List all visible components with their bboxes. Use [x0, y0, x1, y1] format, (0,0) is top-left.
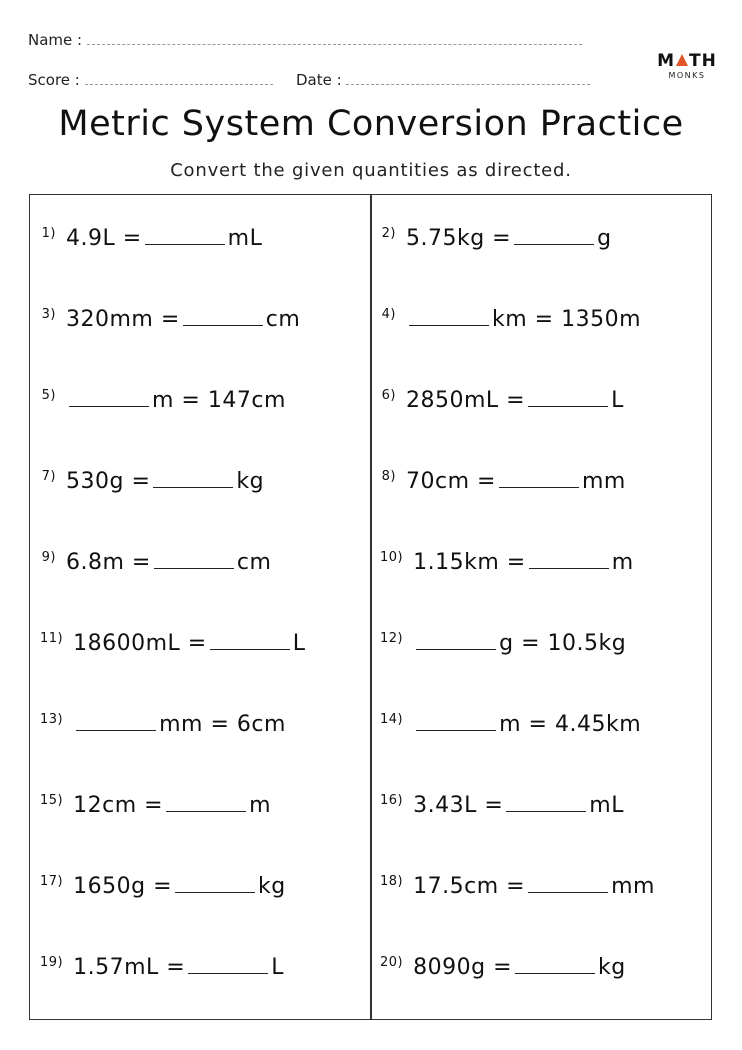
column-divider — [370, 194, 372, 1020]
problem-number: 20) — [380, 955, 404, 970]
problem-item — [40, 953, 284, 980]
problem-item — [380, 872, 655, 899]
problem-target-unit: mm — [611, 874, 655, 899]
problem-target-unit: m = 4.45km — [499, 712, 642, 737]
logo-triangle-icon — [676, 54, 688, 66]
problem-number: 7) — [41, 469, 56, 484]
problem-number: 19) — [40, 955, 64, 970]
problem-target-unit: mL — [227, 226, 263, 251]
problem-number: 11) — [40, 631, 64, 646]
answer-blank[interactable] — [210, 629, 290, 650]
problem-item — [40, 386, 286, 413]
problem-given-quantity: 12cm = — [73, 793, 164, 818]
date-label: Date : — [296, 71, 342, 89]
problem-target-unit: km = 1350m — [492, 307, 642, 332]
problem-given-quantity: 70cm = — [406, 469, 496, 494]
problem-target-unit: kg — [236, 469, 265, 494]
answer-blank[interactable] — [416, 710, 496, 731]
problem-number: 8) — [381, 469, 396, 484]
problem-number: 18) — [380, 874, 404, 889]
answer-blank[interactable] — [175, 872, 255, 893]
logo-letters-th: TH — [689, 51, 717, 71]
problem-given-quantity: 18600mL = — [73, 631, 207, 656]
problem-target-unit: g — [597, 226, 612, 251]
problem-number: 2) — [381, 226, 396, 241]
worksheet-instructions: Convert the given quantities as directed. — [170, 160, 572, 181]
problem-item — [380, 386, 624, 413]
problem-target-unit: g = 10.5kg — [499, 631, 627, 656]
problem-given-quantity: 17.5cm = — [413, 874, 526, 899]
problem-number: 3) — [41, 307, 56, 322]
problem-item — [40, 791, 271, 818]
answer-blank[interactable] — [506, 791, 586, 812]
problem-target-unit: m — [611, 550, 634, 575]
name-blank-line[interactable] — [87, 30, 582, 45]
answer-blank[interactable] — [69, 386, 149, 407]
score-field[interactable] — [28, 70, 273, 89]
problem-item — [380, 629, 626, 656]
problem-given-quantity: 320mm = — [66, 307, 180, 332]
problem-given-quantity: 1650g = — [73, 874, 173, 899]
answer-blank[interactable] — [183, 305, 263, 326]
problem-given-quantity: 6.8m = — [66, 550, 151, 575]
problem-target-unit: cm — [265, 307, 301, 332]
problem-item — [380, 710, 641, 737]
problem-item — [40, 305, 300, 332]
problem-target-unit: m — [249, 793, 272, 818]
answer-blank[interactable] — [416, 629, 496, 650]
problem-target-unit: mm = 6cm — [159, 712, 286, 737]
problem-target-unit: kg — [258, 874, 286, 899]
answer-blank[interactable] — [166, 791, 246, 812]
problem-number: 15) — [40, 793, 64, 808]
problem-given-quantity: 5.75kg = — [406, 226, 512, 251]
answer-blank[interactable] — [528, 872, 608, 893]
answer-blank[interactable] — [409, 305, 489, 326]
problem-given-quantity: 2850mL = — [406, 388, 526, 413]
problem-number: 10) — [380, 550, 404, 565]
problem-item — [40, 467, 264, 494]
problem-target-unit: cm — [236, 550, 272, 575]
problem-number: 14) — [380, 712, 404, 727]
problem-number: 6) — [381, 388, 396, 403]
problem-number: 17) — [40, 874, 64, 889]
problem-number: 5) — [41, 388, 56, 403]
problem-item — [40, 224, 262, 251]
problem-item — [40, 548, 271, 575]
problem-target-unit: L — [271, 955, 284, 980]
answer-blank[interactable] — [529, 548, 609, 569]
logo-letter-m: M — [657, 51, 676, 71]
answer-blank[interactable] — [515, 953, 595, 974]
problem-number: 16) — [380, 793, 404, 808]
answer-blank[interactable] — [145, 224, 225, 245]
problem-given-quantity: 4.9L = — [66, 226, 142, 251]
answer-blank[interactable] — [528, 386, 608, 407]
answer-blank[interactable] — [514, 224, 594, 245]
problem-item — [380, 791, 624, 818]
problem-item — [380, 953, 626, 980]
problem-target-unit: L — [292, 631, 306, 656]
answer-blank[interactable] — [153, 467, 233, 488]
date-field[interactable] — [296, 70, 590, 89]
answer-blank[interactable] — [499, 467, 579, 488]
problem-item — [40, 710, 286, 737]
problem-given-quantity: 8090g = — [413, 955, 513, 980]
problem-target-unit: mL — [589, 793, 624, 818]
answer-blank[interactable] — [154, 548, 234, 569]
score-label: Score : — [28, 71, 80, 89]
problem-item — [40, 629, 306, 656]
problem-item — [380, 224, 612, 251]
worksheet-title: Metric System Conversion Practice — [58, 104, 684, 144]
problem-given-quantity: 530g = — [66, 469, 151, 494]
problem-number: 4) — [381, 307, 396, 322]
problem-item — [380, 548, 634, 575]
problem-given-quantity: 3.43L = — [413, 793, 504, 818]
problem-number: 9) — [41, 550, 56, 565]
score-blank-line[interactable] — [85, 70, 273, 85]
problem-target-unit: mm — [581, 469, 626, 494]
answer-blank[interactable] — [188, 953, 268, 974]
answer-blank[interactable] — [76, 710, 156, 731]
problem-target-unit: L — [611, 388, 624, 413]
name-label: Name : — [28, 31, 83, 49]
problem-number: 1) — [41, 226, 56, 241]
problem-given-quantity: 1.57mL = — [73, 955, 186, 980]
problem-target-unit: m = 147cm — [152, 388, 286, 413]
problem-item — [40, 872, 286, 899]
problem-given-quantity: 1.15km = — [413, 550, 526, 575]
problem-number: 12) — [380, 631, 404, 646]
logo-subtext: MONKS — [668, 71, 706, 80]
problem-target-unit: kg — [598, 955, 626, 980]
problem-item — [380, 467, 626, 494]
date-blank-line[interactable] — [346, 70, 590, 85]
problem-item — [380, 305, 641, 332]
name-field[interactable] — [28, 30, 582, 49]
problem-number: 13) — [40, 712, 64, 727]
math-monks-logo — [657, 53, 717, 80]
